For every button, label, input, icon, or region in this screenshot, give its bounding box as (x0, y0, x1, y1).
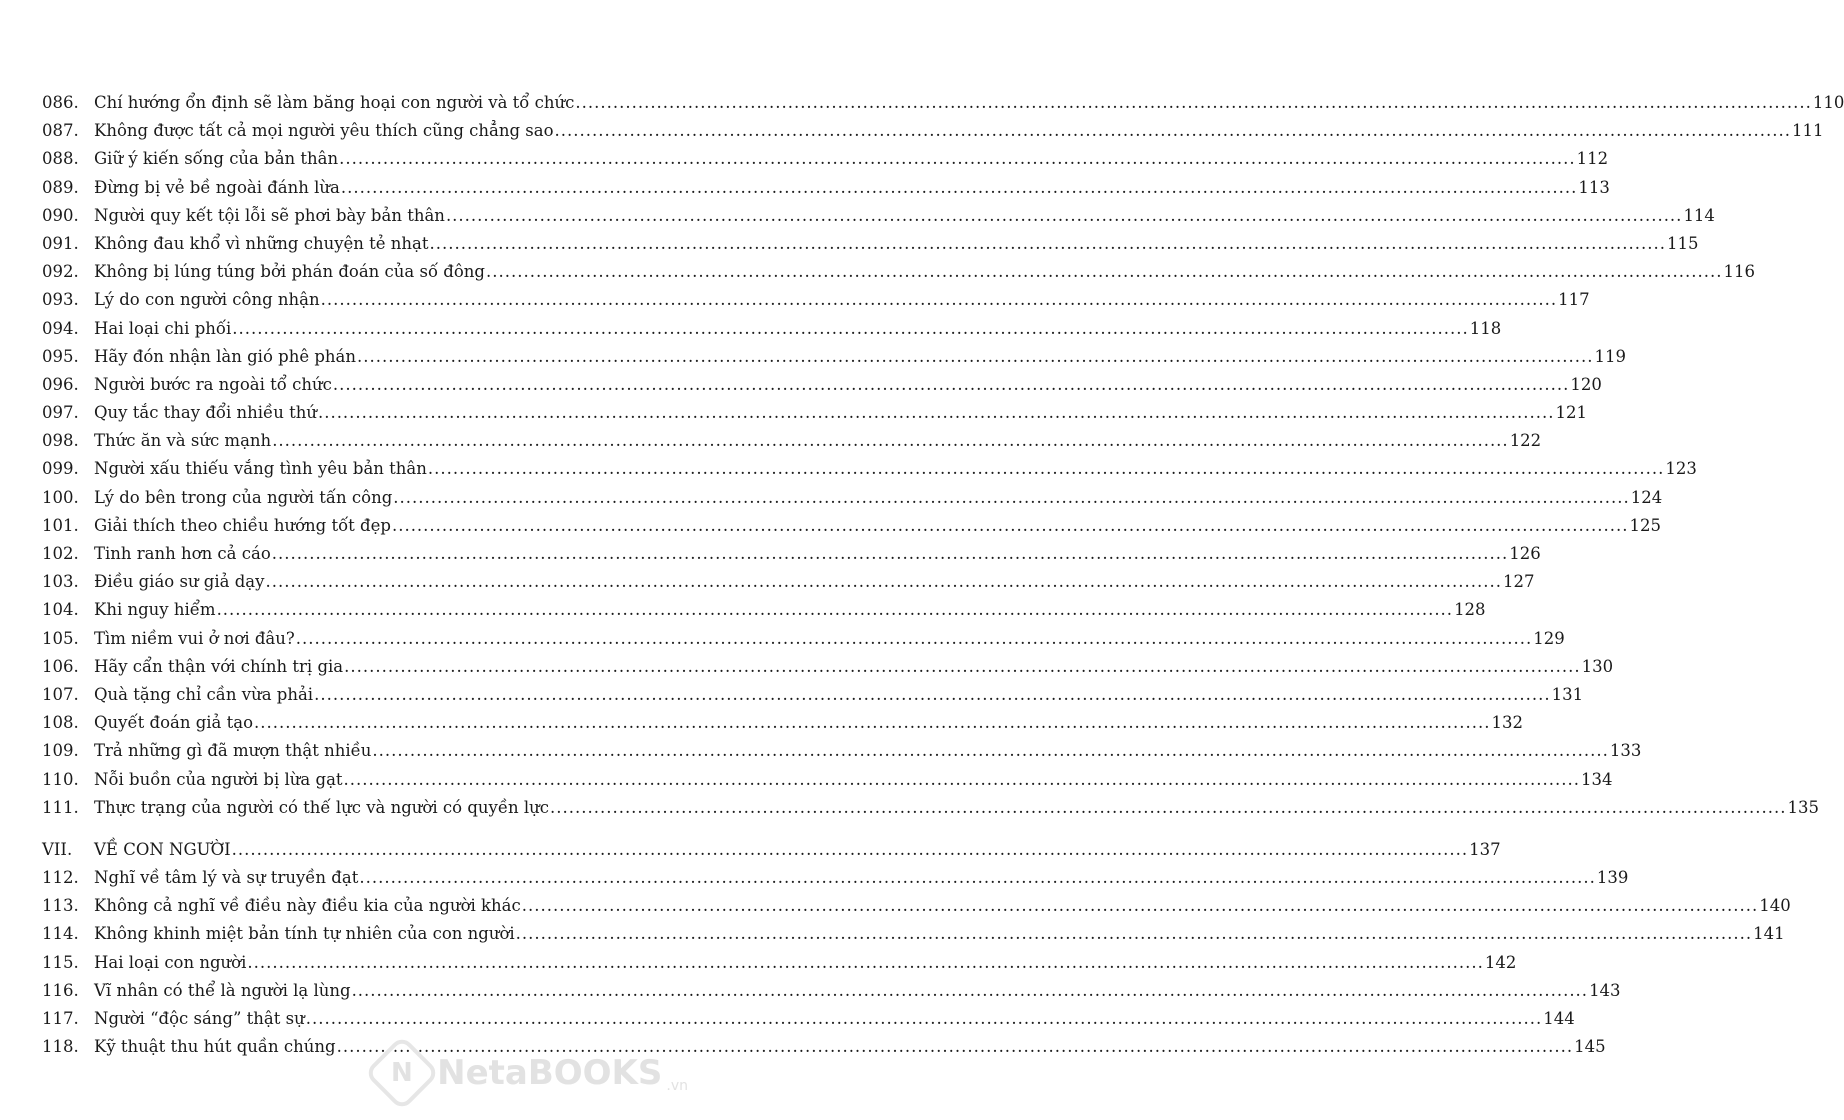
dot-leader (430, 234, 1667, 253)
toc-entry (42, 600, 1486, 628)
entry-number: 113. (42, 896, 79, 916)
entry-title: Không được tất cả mọi người yêu thích cũng chẳng sao (94, 121, 554, 141)
dot-leader (344, 770, 1581, 789)
entry-title: Vĩ nhân có thể là người lạ lùng (94, 980, 351, 1000)
entry-number: 101. (42, 515, 79, 535)
toc-entry (42, 177, 1610, 206)
entry-number: 089. (42, 177, 79, 197)
entry-title: Hãy cẩn thận với chính trị gia (94, 656, 344, 676)
dot-leader (314, 685, 1551, 704)
entry-title: Người bước ra ngoài tổ chức (94, 374, 332, 394)
dot-leader (446, 206, 1683, 225)
toc-entry (42, 515, 1661, 544)
entry-page-number: 124 (1630, 487, 1663, 507)
entry-page-number: 143 (1589, 980, 1621, 1000)
entry-page-number: 123 (1665, 459, 1697, 479)
table-of-contents (42, 93, 1844, 1065)
entry-number: 114. (42, 924, 79, 944)
entry-page-number: 120 (1570, 374, 1602, 394)
entry-number: 090. (42, 205, 79, 225)
dot-leader (232, 319, 1469, 338)
entry-page-number: 122 (1509, 431, 1542, 451)
toc-entry (42, 572, 1535, 600)
toc-entry (42, 684, 1584, 713)
toc-entry (42, 980, 1621, 1009)
dot-leader (392, 516, 1629, 535)
entry-page-number: 113 (1578, 177, 1610, 197)
entry-number: 116. (42, 980, 79, 1000)
dot-leader (254, 713, 1491, 732)
neta-logo-icon: N (364, 1035, 440, 1111)
entry-number: 098. (42, 431, 79, 451)
toc-entry (42, 149, 1609, 177)
entry-page-number: 135 (1787, 797, 1819, 817)
entry-number: 103. (42, 572, 79, 592)
entry-page-number: 129 (1533, 628, 1565, 648)
entry-number: 088. (42, 149, 79, 169)
entry-number: 118. (42, 1037, 79, 1057)
entry-title: Đừng bị vẻ bề ngoài đánh lừa (94, 177, 340, 197)
entry-number: 087. (42, 121, 79, 141)
entry-page-number: 114 (1683, 205, 1715, 225)
entry-page-number: 145 (1574, 1037, 1606, 1057)
dot-leader (217, 600, 1454, 619)
entry-page-number: 110 (1812, 93, 1844, 112)
toc-entry (42, 952, 1517, 981)
dot-leader (265, 572, 1502, 591)
entry-number: 099. (42, 459, 79, 479)
toc-entry (42, 896, 1791, 924)
entry-title: Thức ăn và sức mạnh (94, 431, 272, 451)
entry-title: Người “độc sáng” thật sự (94, 1009, 305, 1028)
section-page-number: 137 (1469, 839, 1501, 859)
toc-entries-part-1 (42, 93, 1844, 826)
dot-leader (344, 657, 1581, 676)
dot-leader (357, 347, 1594, 366)
dot-leader (272, 431, 1509, 450)
entry-title: Nỗi buồn của người bị lừa gạt (94, 769, 343, 789)
entry-page-number: 134 (1581, 769, 1613, 789)
dot-leader (296, 629, 1533, 648)
toc-entry (42, 374, 1602, 403)
entry-title: Người xấu thiếu vắng tình yêu bản thân (94, 459, 427, 479)
entry-title: Tìm niềm vui ở nơi đâu? (94, 628, 295, 648)
entry-number: 100. (42, 487, 79, 507)
toc-entry (42, 318, 1502, 347)
toc-entry (42, 1009, 1575, 1037)
entry-title: Hai loại chi phối (94, 318, 232, 338)
entry-title: Quyết đoán giả tạo (94, 713, 254, 733)
entry-page-number: 141 (1753, 924, 1785, 944)
entry-number: 094. (42, 318, 79, 338)
entry-number: 112. (42, 868, 79, 888)
toc-entry (42, 93, 1844, 121)
entry-title: Trả những gì đã mượn thật nhiều (94, 741, 372, 761)
dot-leader (575, 93, 1812, 112)
entry-title: Nghĩ về tâm lý và sự truyền đạt (94, 868, 359, 888)
toc-entry (42, 769, 1613, 798)
entry-number: 111. (42, 797, 79, 817)
entry-page-number: 144 (1543, 1009, 1575, 1028)
dot-leader (247, 953, 1484, 972)
entry-title: Giải thích theo chiều hướng tốt đẹp (94, 515, 391, 535)
entry-title: Lý do bên trong của người tấn công (94, 487, 393, 507)
entry-page-number: 116 (1723, 262, 1755, 282)
entry-number: 115. (42, 952, 79, 972)
entry-page-number: 140 (1759, 896, 1791, 916)
dot-leader (522, 896, 1759, 915)
entry-number: 092. (42, 262, 79, 282)
toc-entry (42, 233, 1699, 262)
toc-entry (42, 656, 1614, 685)
dot-leader (555, 121, 1792, 140)
entry-title: Thực trạng của người có thế lực và người có quyền lực (94, 797, 549, 817)
toc-entry (42, 290, 1590, 318)
toc-entry (42, 431, 1542, 459)
dot-leader (359, 868, 1596, 887)
dot-leader (333, 375, 1570, 394)
entry-page-number: 142 (1484, 952, 1517, 972)
entry-page-number: 111 (1792, 121, 1824, 141)
entry-number: 117. (42, 1009, 79, 1028)
toc-entry (42, 205, 1715, 234)
entry-title: Giữ ý kiến sống của bản thân (94, 149, 339, 169)
dot-leader (352, 981, 1589, 1000)
dot-leader (232, 840, 1469, 859)
entry-title: Hãy đón nhận làn gió phê phán (94, 346, 356, 366)
entry-page-number: 128 (1454, 600, 1486, 620)
entry-number: 102. (42, 544, 79, 563)
entry-page-number: 115 (1667, 233, 1699, 253)
entry-number: 093. (42, 290, 79, 310)
entry-number: 091. (42, 233, 79, 253)
toc-entry (42, 713, 1524, 741)
entry-title: Hai loại con người (94, 952, 247, 972)
dot-leader (516, 924, 1753, 943)
toc-section-heading (42, 839, 1501, 868)
entry-number: 097. (42, 403, 79, 423)
section-title: VỀ CON NGƯỜI (94, 839, 231, 859)
entry-page-number: 125 (1629, 515, 1661, 535)
toc-entry (42, 262, 1755, 290)
toc-entry (42, 487, 1663, 516)
entry-title: Khi nguy hiểm (94, 600, 216, 620)
watermark (375, 1046, 688, 1100)
entry-number: 104. (42, 600, 79, 620)
toc-entry (42, 544, 1541, 572)
toc-entry (42, 741, 1642, 769)
entry-title: Quy tắc thay đổi nhiều thứ (94, 403, 317, 423)
toc-entry (42, 628, 1565, 657)
entry-page-number: 139 (1596, 868, 1629, 888)
entry-number: 095. (42, 346, 79, 366)
dot-leader (339, 149, 1576, 168)
entry-page-number: 133 (1609, 741, 1642, 761)
entry-page-number: 119 (1594, 346, 1626, 366)
entry-number: 106. (42, 656, 79, 676)
entry-title: Người quy kết tội lỗi sẽ phơi bày bản thân (94, 205, 445, 225)
entry-page-number: 112 (1576, 149, 1609, 169)
section-spacer (42, 826, 666, 840)
toc-entry (42, 403, 1587, 431)
entry-title: Không khinh miệt bản tính tự nhiên của con người (94, 924, 515, 944)
dot-leader (318, 403, 1555, 422)
entry-title: Không cả nghĩ về điều này điều kia của người khác (94, 896, 521, 916)
watermark-suffix: .vn (666, 1078, 688, 1094)
entry-title: Không đau khổ vì những chuyện tẻ nhạt (94, 233, 429, 253)
dot-leader (393, 488, 1630, 507)
toc-entry (42, 121, 1824, 149)
entry-number: 107. (42, 684, 79, 704)
dot-leader (306, 1009, 1543, 1028)
entry-page-number: 132 (1491, 713, 1524, 733)
entry-number: 110. (42, 769, 79, 789)
dot-leader (372, 741, 1609, 760)
entry-number: 109. (42, 741, 79, 761)
toc-entry (42, 797, 1819, 826)
dot-leader (272, 544, 1509, 563)
entry-page-number: 130 (1581, 656, 1614, 676)
entry-number: 096. (42, 374, 79, 394)
entry-page-number: 121 (1555, 403, 1587, 423)
entry-page-number: 117 (1558, 290, 1590, 310)
entry-title: Kỹ thuật thu hút quần chúng (94, 1037, 336, 1057)
entry-title: Điều giáo sư giả dạy (94, 572, 265, 592)
toc-entries-part-2 (42, 868, 1791, 1065)
entry-number: 108. (42, 713, 79, 733)
entry-number: 105. (42, 628, 79, 648)
watermark-brand: NetaBOOKS (437, 1053, 663, 1093)
dot-leader (321, 290, 1558, 309)
dot-leader (486, 262, 1723, 281)
entry-title: Quà tặng chỉ cần vừa phải (94, 684, 314, 704)
toc-entry (42, 924, 1785, 952)
dot-leader (341, 178, 1578, 197)
entry-page-number: 127 (1502, 572, 1535, 592)
entry-page-number: 131 (1551, 684, 1584, 704)
entry-page-number: 126 (1509, 544, 1541, 563)
entry-title: Không bị lúng túng bởi phán đoán của số đông (94, 262, 485, 282)
dot-leader (428, 459, 1665, 478)
toc-entry (42, 868, 1629, 896)
toc-entry (42, 459, 1697, 487)
entry-title: Tinh ranh hơn cả cáo (94, 544, 271, 563)
section-number: VII. (42, 839, 73, 859)
toc-entry (42, 346, 1626, 375)
entry-page-number: 118 (1469, 318, 1502, 338)
entry-number: 086. (42, 93, 79, 112)
entry-title: Lý do con người công nhận (94, 290, 320, 310)
dot-leader (550, 798, 1787, 817)
entry-title: Chí hướng ổn định sẽ làm băng hoại con người và tổ chức (94, 93, 575, 112)
